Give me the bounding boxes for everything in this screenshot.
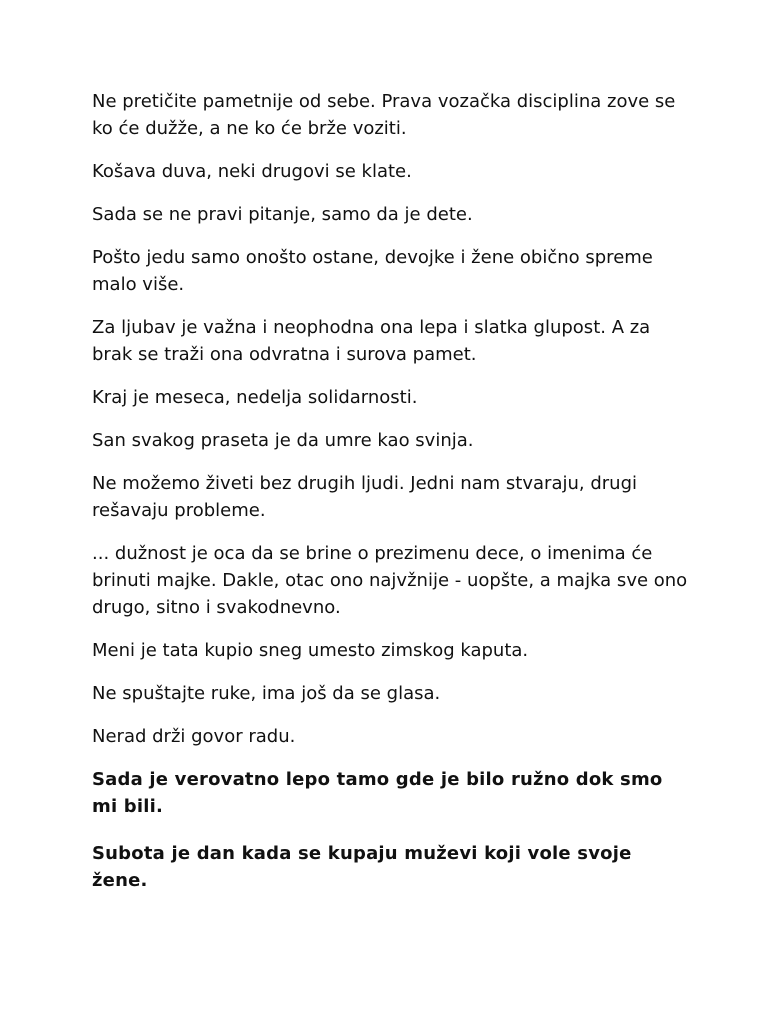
paragraph: Ne možemo živeti bez drugih ljudi. Jedni nam stvaraju, drugi rešavaju probleme.	[92, 473, 637, 521]
paragraph: ... dužnost je oca da se brine o prezimenu dece, o imenima će brinuti majke. Dakle, otac ono najvžnije - uopšte, a majka sve ono drugo, sitno i svakodnevno.	[92, 543, 688, 618]
paragraph: Ne pretičite pametnije od sebe. Prava vozačka disciplina zove se ko će dužže, a ne ko će brže voziti.	[92, 91, 676, 139]
paragraph: Sada se ne pravi pitanje, samo da je dete.	[92, 204, 473, 225]
paragraph: Meni je tata kupio sneg umesto zimskog kaputa.	[92, 640, 529, 661]
paragraph: Nerad drži govor radu.	[92, 726, 296, 747]
paragraph: Ne spuštajte ruke, ima još da se glasa.	[92, 683, 441, 704]
bold-paragraph: Subota je dan kada se kupaju muževi koji vole svoje žene.	[92, 843, 632, 891]
bold-paragraph: Sada je verovatno lepo tamo gde je bilo ružno dok smo mi bili.	[92, 769, 663, 817]
paragraph: San svakog praseta je da umre kao svinja.	[92, 430, 474, 451]
paragraph: Za ljubav je važna i neophodna ona lepa i slatka glupost. A za brak se traži ona odvratna i surova pamet.	[92, 317, 651, 365]
document-body	[92, 88, 692, 914]
paragraph: Pošto jedu samo onošto ostane, devojke i žene obično spreme malo više.	[92, 247, 653, 295]
paragraph: Košava duva, neki drugovi se klate.	[92, 161, 412, 182]
paragraph: Kraj je meseca, nedelja solidarnosti.	[92, 387, 418, 408]
